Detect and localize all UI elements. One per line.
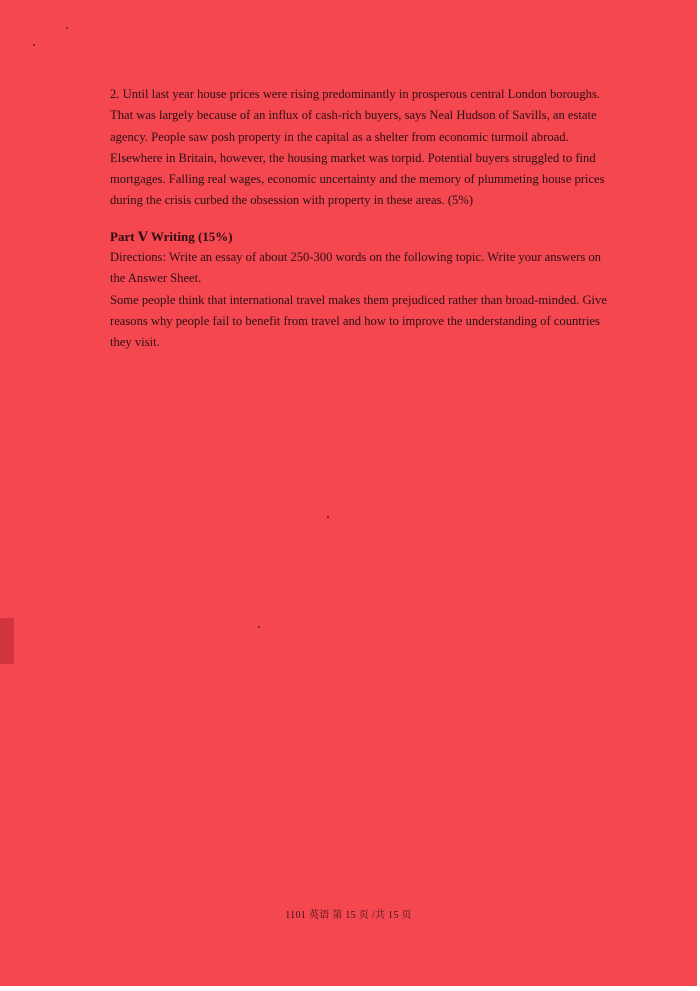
page-footer: 1101 英语 第 15 页 /共 15 页: [285, 910, 412, 921]
page-edge-shadow: [0, 618, 14, 664]
part-five-heading: Part Ⅴ Writing (15%): [110, 228, 233, 244]
writing-topic: Some people think that international travel makes them prejudiced rather than broad-minded. Give reasons why people fail to benefit from travel and how to improve the understanding of countries they visit.: [110, 292, 607, 350]
paper-speck: [327, 516, 329, 518]
exam-content: [110, 84, 610, 354]
paper-speck: [66, 27, 68, 29]
paper-speck: [33, 44, 35, 46]
paper-speck: [258, 626, 260, 628]
reading-passage-2: 2. Until last year house prices were rising predominantly in prosperous central London boroughs. That was largely because of an influx of cash-rich buyers, says Neal Hudson of Savills, an estate agency. People saw posh property in the capital as a shelter from economic turmoil abroad. Elsewhere in Britain, however, the housing market was torpid. Potential buyers struggled to find mortgages. Falling real wages, economic uncertainty and the memory of plummeting house prices during the crisis curbed the obsession with property in these areas. (5%): [110, 87, 605, 208]
writing-directions: Directions: Write an essay of about 250-300 words on the following topic. Write your answers on the Answer Sheet.: [110, 250, 601, 286]
